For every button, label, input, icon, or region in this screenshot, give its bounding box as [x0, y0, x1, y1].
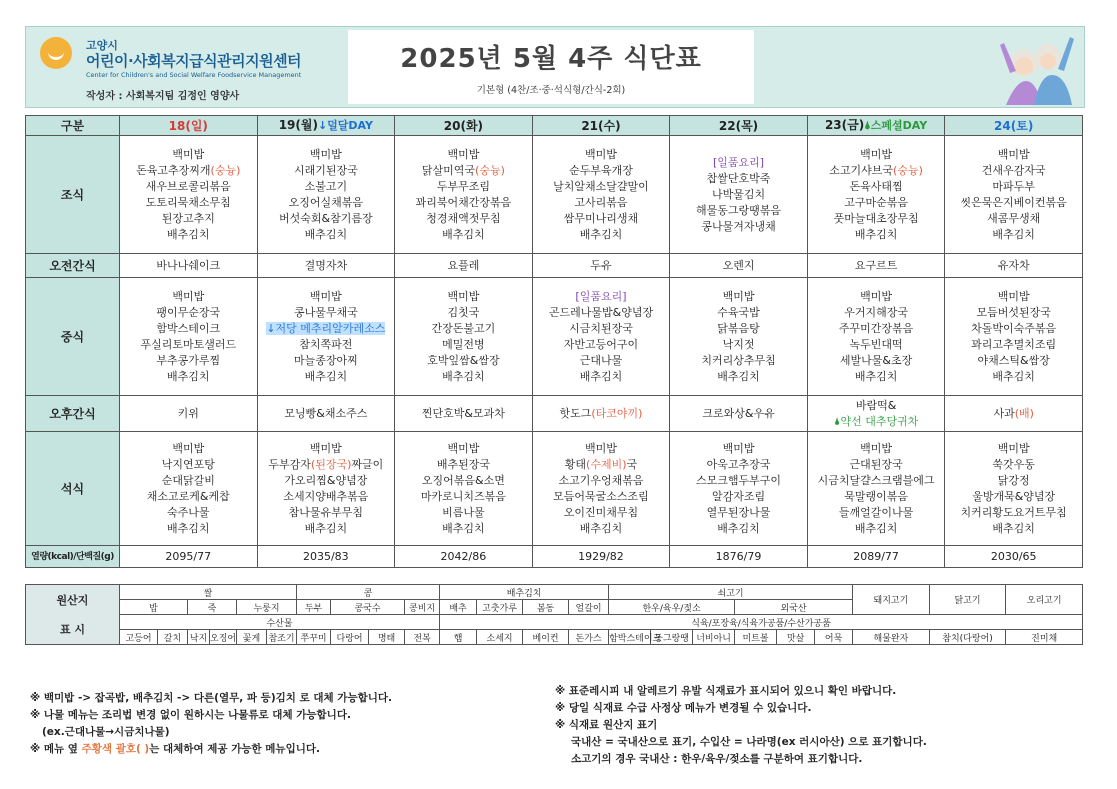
menu-item: 닭볶음탕 — [717, 321, 760, 335]
menu-item: 백미밥 — [172, 441, 205, 455]
note-line: ※ 백미밥 -> 잡곡밥, 배추김치 -> 다른(열무, 파 등)김치 로 대체 가능합니다. — [30, 692, 393, 704]
origin-item: 봄동 — [523, 600, 569, 615]
menu-item: 쌈무미나리생채 — [563, 211, 639, 225]
day-header — [945, 116, 1083, 136]
origin-item: 함박스테이크 — [609, 630, 651, 645]
notes-right — [555, 683, 1095, 768]
menu-item: 배추김치 — [442, 227, 485, 241]
origin-item: 콩국수 — [331, 600, 405, 615]
pm-snack-cell — [120, 396, 258, 432]
menu-item: 백미밥 — [172, 147, 205, 161]
header-banner — [25, 26, 1085, 108]
menu-item: 바람떡& — [855, 398, 897, 412]
menu-item: 배추김치 — [579, 227, 623, 241]
menu-item: 근대나물 — [579, 353, 623, 367]
day-date: 20(화) — [443, 118, 484, 133]
menu-item: 숙주나물 — [167, 505, 210, 519]
breakfast-cell — [532, 136, 670, 254]
menu-item: 소불고기 — [304, 179, 348, 193]
origin-item: 참치(다랑어) — [929, 630, 1006, 645]
menu-item: 소고기우엉채볶음 — [558, 473, 644, 487]
menu-item: 고구마순볶음 — [844, 195, 908, 209]
menu-item: 버섯숙회&참기름장 — [279, 211, 373, 225]
menu-item: 백미밥 — [585, 441, 617, 455]
menu-item: 부추콩가루찜 — [156, 353, 221, 367]
lunch-cell — [670, 278, 808, 396]
notes-left — [30, 690, 550, 758]
menu-item: 배추김치 — [304, 227, 348, 241]
menu-item: 배추김치 — [992, 227, 1035, 241]
day-header — [670, 116, 808, 136]
origin-item: 고등어 — [120, 630, 158, 645]
menu-item: 고사리볶음 — [574, 195, 628, 209]
menu-item: 닭강정 — [997, 473, 1030, 487]
menu-item: 비름나물 — [442, 505, 485, 519]
menu-item: 열무된장나물 — [706, 505, 771, 519]
menu-item: 참나물유부무침 — [288, 505, 364, 519]
day-tag: ↓덜달DAY — [317, 119, 373, 132]
menu-item: 해물동그랑땡볶음 — [696, 203, 782, 217]
org-english-name: Center for Children's and Social Welfare Foodservice Management — [86, 71, 302, 79]
menu-item: 참치쪽파전 — [299, 337, 353, 351]
origin-item: 누룽지 — [237, 600, 297, 615]
lunch-cell — [532, 278, 670, 396]
am-snack-cell: 오렌지 — [670, 254, 808, 278]
origin-row-4 — [26, 630, 1083, 645]
menu-item: 백미밥 — [860, 441, 893, 455]
origin-item: 햄 — [440, 630, 477, 645]
dinner-row — [26, 432, 1083, 546]
day-date: 18(일) — [168, 118, 208, 133]
title-box — [348, 30, 754, 104]
note-line: ※ 메뉴 옆 주황색 괄호( )는 대체하여 제공 가능한 메뉴입니다. — [30, 743, 320, 755]
menu-item: 찐단호박&모과차 — [421, 406, 505, 420]
menu-item: 콩나물겨자냉채 — [701, 219, 776, 233]
menu-item: 배추김치 — [992, 521, 1035, 535]
origin-item: 오징어 — [210, 630, 237, 645]
origin-rice: 쌀 — [120, 585, 297, 600]
pm-snack-cell — [807, 396, 945, 432]
menu-item: 마늘종장아찌 — [293, 353, 358, 367]
menu-item: 푸실리토마토샐러드 — [140, 337, 237, 351]
menu-item: 백미밥 — [447, 289, 480, 303]
origin-item: 전복 — [405, 630, 440, 645]
origin-item: 너비아니 — [693, 630, 735, 645]
menu-item: 근대된장국 — [849, 457, 903, 471]
menu-item: 백미밥 — [722, 289, 755, 303]
breakfast-cell — [670, 136, 808, 254]
menu-item: 배추김치 — [717, 521, 760, 535]
menu-item: 마파두부 — [992, 179, 1035, 193]
menu-item: 아욱고추장국 — [706, 457, 771, 471]
origin-item: 맛살 — [777, 630, 815, 645]
menu-item: 배추김치 — [854, 227, 898, 241]
origin-label: 원산지 표 시 — [26, 585, 120, 645]
menu-item: 백미밥 — [309, 147, 342, 161]
menu-item: 배추김치 — [854, 369, 898, 383]
kcal-cell: 2089/77 — [807, 546, 945, 568]
author: 작성자 : 사회복지팀 김정인 영양사 — [86, 91, 240, 102]
menu-item: 배추김치 — [442, 521, 485, 535]
day-date: 21(수) — [581, 118, 621, 133]
origin-item: 동그랑땡 — [651, 630, 693, 645]
menu-item: 백미밥 — [997, 147, 1030, 161]
menu-item: 채소고로케&케찹 — [146, 489, 230, 503]
menu-item: 배추된장국 — [436, 457, 490, 471]
menu-item: 백미밥 — [722, 441, 755, 455]
day-header — [532, 116, 670, 136]
origin-item: 베이컨 — [523, 630, 569, 645]
breakfast-cell — [120, 136, 258, 254]
menu-item: 메밀전병 — [442, 337, 485, 351]
day-date: 23(금) — [824, 118, 865, 132]
column-label: 구분 — [26, 116, 120, 136]
origin-item: 참조기 — [267, 630, 297, 645]
menu-item: 순대닭갈비 — [161, 473, 215, 487]
menu-item: 세발나물&초장 — [839, 353, 913, 367]
note-line: ※ 나물 메뉴는 조리법 변경 없이 원하시는 나물류로 대체 가능합니다. — [30, 709, 351, 721]
menu-item: 낙지젓 — [722, 337, 755, 351]
row-label: 조식 — [26, 136, 120, 254]
row-label: 오후간식 — [26, 396, 120, 432]
menu-item: 오징어실채볶음 — [288, 195, 364, 209]
day-header — [257, 116, 395, 136]
origin-item: 미트볼 — [735, 630, 777, 645]
menu-item: 사과(배) — [993, 406, 1034, 420]
menu-item: 쑥갓우동 — [992, 457, 1035, 471]
menu-item: 씻은묵은지베이컨볶음 — [960, 195, 1067, 209]
alternative-menu: (배) — [1014, 406, 1034, 420]
menu-item: 백미밥 — [585, 147, 617, 161]
kcal-cell: 2030/65 — [945, 546, 1083, 568]
menu-item: 백미밥 — [997, 441, 1030, 455]
page-title: 2025년 5월 4주 식단표 — [400, 44, 702, 74]
row-label: 오전간식 — [26, 254, 120, 278]
menu-item: 간장돈불고기 — [431, 321, 496, 335]
menu-item: 풋마늘대초장무침 — [833, 211, 919, 225]
menu-item: 치커리상추무침 — [701, 353, 776, 367]
pm-snack-cell — [257, 396, 395, 432]
menu-item: 가오리찜&양념장 — [284, 473, 368, 487]
note-line: ※ 식재료 원산지 표기 — [555, 719, 658, 731]
origin-item: 콩비지 — [405, 600, 440, 615]
menu-item: ↓저당 메추리알카레소스 — [266, 321, 386, 335]
menu-item: 팽이무순장국 — [156, 305, 221, 319]
lunch-row — [26, 278, 1083, 396]
pm-snack-cell — [670, 396, 808, 432]
day-tag: 🌢스페셜DAY — [864, 119, 928, 132]
menu-item: 오징어볶음&소면 — [421, 473, 505, 487]
am-snack-cell: 결명자차 — [257, 254, 395, 278]
menu-item: [일품요리] — [712, 155, 765, 169]
origin-seafood: 수산물 — [120, 615, 440, 630]
page-subtitle: 기본형 (4찬/조·중·석식형/간식-2회) — [476, 85, 626, 96]
menu-item: 울방개묵&양념장 — [972, 489, 1056, 503]
orange-parentheses-text: 주황색 괄호( ) — [81, 743, 150, 755]
menu-item: 배추김치 — [167, 369, 210, 383]
dinner-cell — [257, 432, 395, 546]
origin-item: 밥 — [120, 600, 188, 615]
menu-item: 돈육사태찜 — [849, 179, 903, 193]
origin-item: 소세지 — [477, 630, 523, 645]
menu-item: 나박물김치 — [711, 187, 766, 201]
pm-snack-cell — [395, 396, 533, 432]
day-header — [120, 116, 258, 136]
alternative-menu: (타코야끼) — [591, 406, 643, 420]
origin-item: 어묵 — [815, 630, 853, 645]
origin-item: 낙지 — [188, 630, 210, 645]
alternative-menu: (숭늉) — [210, 163, 241, 177]
lunch-cell — [120, 278, 258, 396]
menu-item: 돈육고추장찌개(숭늉) — [136, 163, 241, 177]
menu-item: 곤드레나물밥&양념장 — [548, 305, 654, 319]
menu-item: 건새우감자국 — [981, 163, 1046, 177]
pm-snack-row — [26, 396, 1083, 432]
dinner-cell — [120, 432, 258, 546]
pm-snack-cell — [532, 396, 670, 432]
origin-duck: 오리고기 — [1006, 585, 1083, 615]
note-line: (ex.근대나물→시금치나물) — [42, 726, 170, 738]
origin-item: 얼갈이 — [569, 600, 609, 615]
origin-item: 죽 — [188, 600, 237, 615]
menu-item: 백미밥 — [447, 441, 480, 455]
am-snack-cell: 바나나쉐이크 — [120, 254, 258, 278]
origin-item: 진미채 — [1006, 630, 1083, 645]
breakfast-cell — [395, 136, 533, 254]
origin-item: 다랑어 — [331, 630, 369, 645]
breakfast-cell — [807, 136, 945, 254]
menu-item: 함박스테이크 — [156, 321, 221, 335]
row-label: 열량(kcal)/단백질(g) — [26, 546, 120, 568]
am-snack-cell: 요구르트 — [807, 254, 945, 278]
menu-item: 알감자조림 — [711, 489, 766, 503]
note-line: ※ 표준레시피 내 알레르기 유발 식재료가 표시되어 있으니 확인 바랍니다. — [555, 685, 897, 697]
menu-item: 🌢약선 대추당귀차 — [833, 414, 919, 428]
origin-table — [25, 584, 1083, 645]
kcal-cell: 2042/86 — [395, 546, 533, 568]
menu-item: 스모크햄두부구이 — [696, 473, 782, 487]
day-header — [807, 116, 945, 136]
menu-item: 소고기샤브국(숭늉) — [829, 163, 923, 177]
origin-item: 두부 — [297, 600, 331, 615]
menu-item: 배추김치 — [854, 521, 898, 535]
lunch-cell — [945, 278, 1083, 396]
menu-item: 두부무조림 — [436, 179, 490, 193]
menu-item: 시금치된장국 — [569, 321, 633, 335]
kcal-row — [26, 546, 1083, 568]
origin-row-1 — [26, 585, 1083, 600]
menu-item: 배추김치 — [167, 227, 210, 241]
origin-beef: 쇠고기 — [609, 585, 853, 600]
menu-item: 배추김치 — [442, 369, 485, 383]
menu-item: 모듬버섯된장국 — [976, 305, 1051, 319]
menu-item: 백미밥 — [447, 147, 480, 161]
day-date: 24(토) — [994, 118, 1034, 133]
menu-item: 된장고추지 — [161, 211, 215, 225]
dinner-cell — [532, 432, 670, 546]
alternative-menu: (수제비) — [586, 457, 627, 471]
note-line: ※ 당일 식재료 수급 사정상 메뉴가 변경될 수 있습니다. — [555, 702, 812, 714]
menu-item: 주꾸미간장볶음 — [838, 321, 914, 335]
menu-item: 수육국밥 — [717, 305, 760, 319]
alternative-menu: (숭늉) — [893, 163, 923, 177]
dinner-cell — [945, 432, 1083, 546]
menu-item: 크로와상&우유 — [702, 406, 775, 420]
alternative-menu: (숭늉) — [475, 163, 505, 177]
menu-item: 들깨얼갈이나물 — [838, 505, 914, 519]
dinner-cell — [395, 432, 533, 546]
menu-item: 호박잎쌈&쌈장 — [427, 353, 500, 367]
org-city: 고양시 — [86, 39, 118, 52]
menu-item: 배추김치 — [304, 369, 348, 383]
row-label: 석식 — [26, 432, 120, 546]
menu-item: [일품요리] — [575, 289, 627, 303]
menu-item: 백미밥 — [309, 441, 342, 455]
menu-table — [25, 115, 1083, 568]
org-name: 어린이·사회복지급식관리지원센터 — [86, 52, 302, 70]
note-line: 국내산 = 국내산으로 표기, 수입산 = 나라명(ex 러시아산) 으로 표기합니다. — [571, 736, 927, 748]
menu-item: 청경채액젓무침 — [426, 211, 501, 225]
alternative-menu: (된장국) — [310, 457, 352, 471]
menu-item: 백미밥 — [860, 289, 893, 303]
day-date: 19(월) — [278, 118, 318, 132]
origin-item: 해물완자 — [853, 630, 930, 645]
breakfast-row — [26, 136, 1083, 254]
menu-item: 백미밥 — [172, 289, 205, 303]
menu-item: 순두부육개장 — [569, 163, 633, 177]
lunch-cell — [395, 278, 533, 396]
menu-item: 새콤무생채 — [987, 211, 1041, 225]
origin-item: 돈가스 — [569, 630, 609, 645]
origin-item: 쭈꾸미 — [297, 630, 331, 645]
pm-snack-cell — [945, 396, 1083, 432]
day-header — [395, 116, 533, 136]
kcal-cell: 1876/79 — [670, 546, 808, 568]
menu-item: 녹두빈대떡 — [849, 337, 903, 351]
lunch-cell — [807, 278, 945, 396]
origin-item: 한우/육우/젖소 — [609, 600, 735, 615]
menu-item: 모듬어묵굴소스조림 — [553, 489, 649, 503]
origin-row-3 — [26, 615, 1083, 630]
menu-item: 야채스틱&쌈장 — [977, 353, 1050, 367]
breakfast-cell — [945, 136, 1083, 254]
menu-item: 찹쌀단호박죽 — [706, 171, 771, 185]
kcal-cell: 1929/82 — [532, 546, 670, 568]
menu-item: 배추김치 — [579, 521, 623, 535]
dinner-cell — [807, 432, 945, 546]
am-snack-cell: 유자차 — [945, 254, 1083, 278]
menu-item: 배추김치 — [579, 369, 623, 383]
menu-item: 새우브로콜리볶음 — [145, 179, 231, 193]
lunch-cell — [257, 278, 395, 396]
menu-item: 두부감자(된장국)짜글이 — [268, 457, 384, 471]
menu-item: 배추김치 — [717, 369, 760, 383]
menu-item: 키위 — [177, 406, 199, 420]
menu-item: 핫도그(타코야끼) — [559, 406, 643, 420]
menu-item: 배추김치 — [304, 521, 348, 535]
menu-item: 콩나물무채국 — [293, 305, 358, 319]
menu-item: 배추김치 — [992, 369, 1035, 383]
menu-item: 우거지해장국 — [844, 305, 908, 319]
menu-item: 모닝빵&채소주스 — [284, 406, 368, 420]
am-snack-cell: 요플레 — [395, 254, 533, 278]
row-label: 중식 — [26, 278, 120, 396]
menu-item: 시금치달걀스크램블에그 — [817, 473, 935, 487]
origin-chicken: 닭고기 — [929, 585, 1006, 615]
note-line: 소고기의 경우 국내산 : 한우/육우/젖소를 구분하여 표기합니다. — [571, 753, 863, 765]
menu-item: 꽈리북어채간장볶음 — [415, 195, 512, 209]
menu-item: 차돌박이숙주볶음 — [971, 321, 1057, 335]
origin-item: 고춧가루 — [477, 600, 523, 615]
menu-item: 오이진미채무침 — [563, 505, 639, 519]
menu-item: 닭살미역국(숭늉) — [421, 163, 505, 177]
menu-item: 마카로니치즈볶음 — [420, 489, 506, 503]
elderly-couple-illustration-icon — [996, 29, 1076, 105]
am-snack-row — [26, 254, 1083, 278]
origin-bean: 콩 — [297, 585, 440, 600]
origin-item: 배추 — [440, 600, 477, 615]
origin-item: 갈치 — [158, 630, 188, 645]
menu-item: 꽈리고추멸치조림 — [971, 337, 1057, 351]
breakfast-cell — [257, 136, 395, 254]
menu-item: 시래기된장국 — [293, 163, 358, 177]
menu-item: 날치알채소달걀말이 — [553, 179, 649, 193]
kcal-cell: 2095/77 — [120, 546, 258, 568]
menu-item: 묵말랭이볶음 — [844, 489, 908, 503]
menu-item: 낙지연포탕 — [161, 457, 215, 471]
menu-item: 김칫국 — [447, 305, 480, 319]
day-date: 22(목) — [718, 118, 759, 133]
menu-item: 소세지양배추볶음 — [283, 489, 369, 503]
menu-item: 도토리묵채소무침 — [145, 195, 231, 209]
origin-kimchi: 배추김치 — [440, 585, 609, 600]
menu-item: 황태(수제비)국 — [564, 457, 638, 471]
origin-item: 꽃게 — [237, 630, 267, 645]
menu-item: 자반고등어구이 — [563, 337, 639, 351]
origin-processed: 식육/포장육/식육가공품/수산가공품 — [440, 615, 1083, 630]
menu-item: 백미밥 — [309, 289, 342, 303]
menu-item: 백미밥 — [860, 147, 893, 161]
menu-item: 치커리황도요거트무침 — [960, 505, 1067, 519]
day-header-row — [26, 116, 1083, 136]
menu-item: 백미밥 — [997, 289, 1030, 303]
am-snack-cell: 두유 — [532, 254, 670, 278]
kcal-cell: 2035/83 — [257, 546, 395, 568]
dinner-cell — [670, 432, 808, 546]
menu-item: 배추김치 — [167, 521, 210, 535]
origin-item: 외국산 — [735, 600, 853, 615]
origin-pork: 돼지고기 — [853, 585, 930, 615]
origin-item: 명태 — [369, 630, 405, 645]
